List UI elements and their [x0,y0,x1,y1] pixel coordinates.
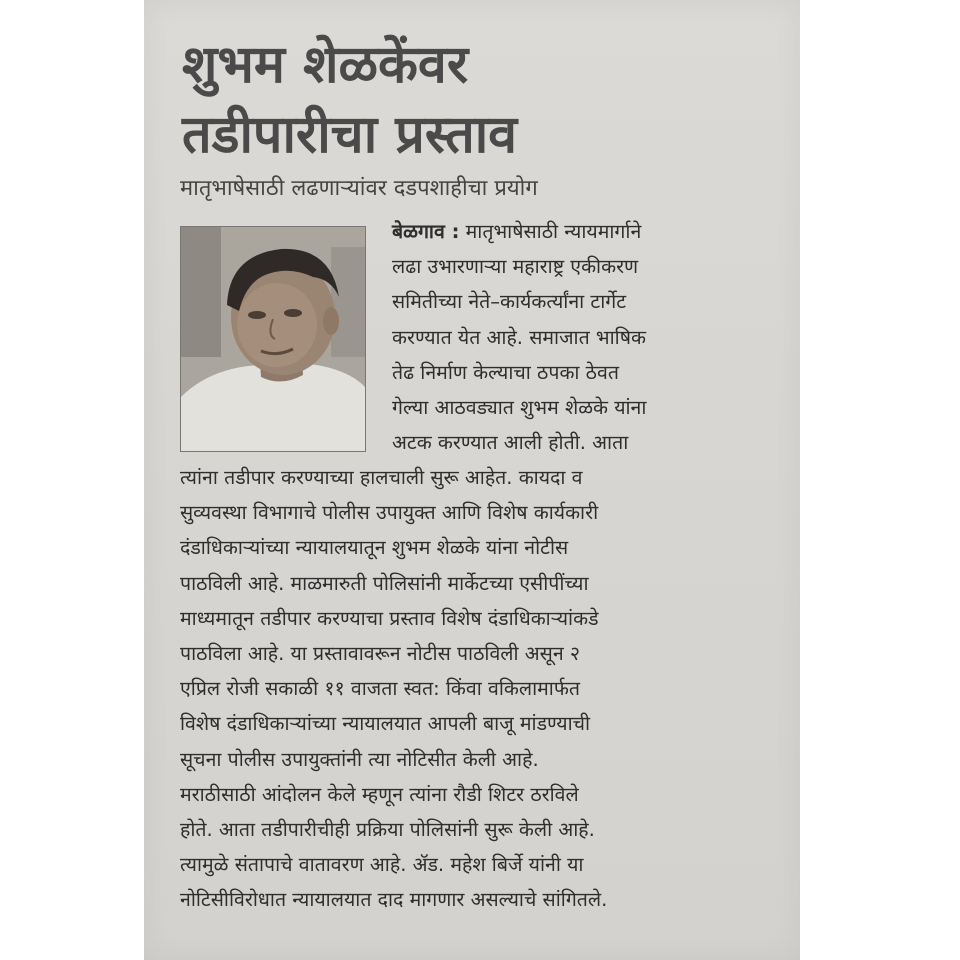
right-column-text [392,214,788,460]
text-line: समितीच्या नेते–कार्यकर्त्यांना टार्गेट [392,290,627,314]
text-line: तेढ निर्माण केल्याचा ठपका ठेवत [392,360,619,384]
text-line: अटक करण्यात आली होती. आता [392,431,629,455]
text-line: सुव्यवस्था विभागाचे पोलीस उपायुक्त आणि विशेष कार्यकारी [180,501,599,525]
headline [182,30,782,170]
portrait-image [181,227,365,451]
text-line: सूचना पोलीस उपायुक्तांनी त्या नोटिसीत केली आहे. [180,747,539,771]
text-line: लढा उभारणाऱ्या महाराष्ट्र एकीकरण [392,255,639,279]
full-width-text [180,460,790,918]
text-line: मराठीसाठी आंदोलन केले म्हणून त्यांना रौडी शिटर ठरविले [180,782,579,806]
text-line: त्यामुळे संतापाचे वातावरण आहे. ॲड. महेश बिर्जे यांनी या [180,853,584,877]
text-line: विशेष दंडाधिकाऱ्यांच्या न्यायालयात आपली बाजू मांडण्याची [180,712,591,736]
text-line: त्यांना तडीपार करण्याच्या हालचाली सुरू आहेत. कायदा व [180,466,583,489]
headline-line-1: शुभम शेळकेंवर [182,35,469,95]
portrait-photo [180,226,366,452]
text-line: एप्रिल रोजी सकाळी ११ वाजता स्वत: किंवा वकिलामार्फत [180,677,581,701]
text-line-content: मातृभाषेसाठी न्यायमार्गाने [459,220,642,243]
text-line: दंडाधिकाऱ्यांच्या न्यायालयातून शुभम शेळके यांना नोटीस [180,536,569,560]
newspaper-clipping [144,0,800,960]
text-line: नोटिसीविरोधात न्यायालयात दाद मागणार असल्याचे सांगितले. [180,888,608,912]
text-line: माध्यमातून तडीपार करण्याचा प्रस्ताव विशेष दंडाधिकाऱ्यांकडे [180,606,599,630]
dateline: बेळगाव : [392,220,460,243]
text-line: गेल्या आठवड्यात शुभम शेळके यांना [392,396,647,420]
text-line [392,214,788,249]
subheading: मातृभाषेसाठी लढणाऱ्यांवर दडपशाहीचा प्रयोग [180,176,538,201]
text-line: पाठविली आहे. माळमारुती पोलिसांनी मार्केटच्या एसीपींच्या [180,571,589,595]
text-line: पाठविला आहे. या प्रस्तावावरून नोटीस पाठविली असून २ [180,642,581,666]
headline-line-2: तडीपारीचा प्रस्ताव [182,105,518,165]
text-line: करण्यात येत आहे. समाजात भाषिक [392,325,646,349]
text-line: होते. आता तडीपारीचीही प्रक्रिया पोलिसांनी सुरू केली आहे. [180,818,595,842]
